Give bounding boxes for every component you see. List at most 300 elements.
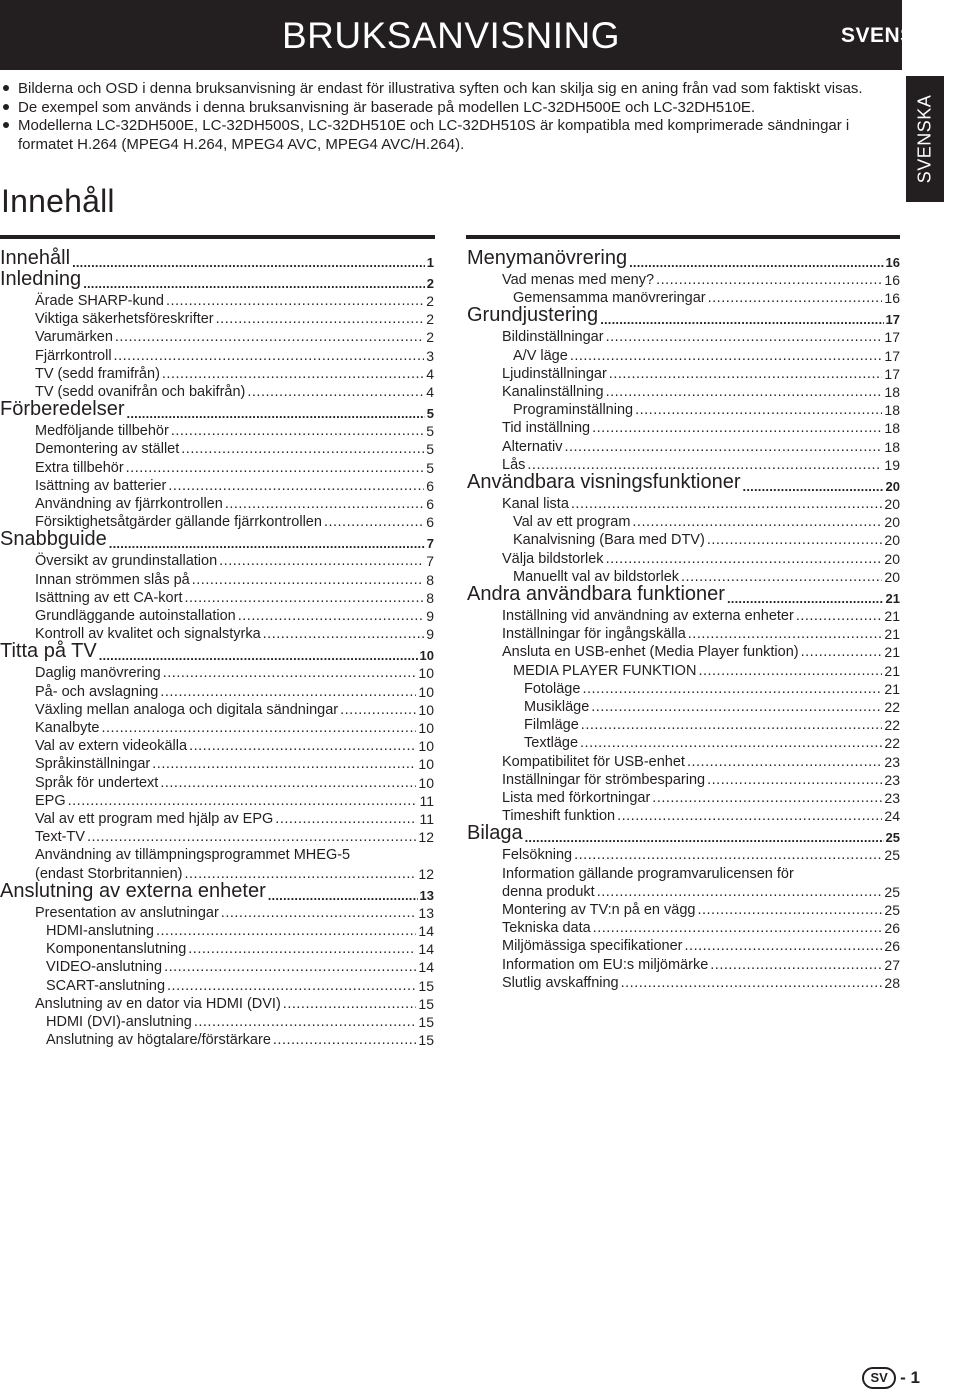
page-heading: Innehåll (1, 183, 115, 219)
toc-entry[interactable] (0, 665, 434, 681)
toc-leader-dots (685, 938, 883, 954)
toc-entry[interactable] (467, 938, 900, 954)
toc-entry[interactable] (467, 975, 900, 991)
toc-entry-label: Språkinställningar (35, 756, 151, 773)
toc-entry-label: Fjärrkontroll (35, 347, 112, 364)
toc-page-number: 15 (418, 1032, 434, 1049)
toc-entry[interactable] (0, 702, 434, 718)
toc-entry-label: Gemensamma manövreringar (513, 290, 706, 307)
toc-entry[interactable] (467, 348, 900, 364)
toc-entry-label: Musikläge (524, 699, 590, 715)
toc-entry-label: Kanalinställning (502, 384, 604, 400)
toc-entry-label: Kanal lista (502, 496, 569, 512)
toc-page-number: 26 (884, 938, 900, 955)
toc-page-number: 25 (884, 902, 900, 918)
toc-page-number: 2 (426, 293, 434, 309)
toc-entry-label: Bildinställningar (502, 329, 604, 346)
toc-entry-label: VIDEO-anslutning (46, 959, 163, 976)
toc-page-number: 20 (884, 550, 900, 567)
toc-leader-dots (219, 553, 424, 569)
toc-leader-dots (656, 272, 882, 288)
toc-leader-dots (83, 276, 425, 291)
toc-entry[interactable] (467, 735, 900, 751)
note-text: Modellerna LC-32DH500E, LC-32DH500S, LC-32DH510E och LC-32DH510S är kompatibla med komprimerade sändningar i formatet H.264 (MPEG4 H.264, MPEG4 AVC, MPEG4 AVC/H.264). (18, 117, 850, 153)
language-side-tab (906, 76, 944, 202)
toc-leader-dots (164, 959, 416, 975)
toc-entry[interactable] (0, 496, 434, 512)
toc-entry-label: Lista med förkortningar (502, 790, 651, 806)
toc-entry-label: Ärade SHARP-kund (35, 293, 164, 309)
toc-leader-dots (574, 847, 882, 863)
toc-entry[interactable] (467, 329, 900, 345)
toc-entry[interactable] (467, 790, 900, 806)
toc-page-number: 10 (419, 648, 434, 664)
toc-entry[interactable] (467, 699, 900, 715)
toc-entry-label: Förberedelser (0, 398, 125, 421)
toc-leader-dots (582, 681, 882, 697)
toc-entry-label: Användning av fjärrkontrollen (35, 496, 223, 512)
toc-page-number: 7 (426, 553, 434, 570)
toc-page-number: 24 (884, 808, 900, 825)
toc-entry-label: Tid inställning (502, 420, 591, 437)
toc-entry[interactable] (467, 884, 900, 900)
toc-page-number: 21 (884, 644, 900, 661)
toc-entry-label: Språk för undertext (35, 774, 159, 791)
toc-leader-dots (564, 439, 882, 455)
toc-entry[interactable] (0, 311, 434, 327)
toc-entry[interactable] (0, 329, 434, 345)
side-tab-label: SVENSKA (914, 94, 935, 184)
toc-page-number: 21 (884, 662, 900, 679)
toc-entry-label: Slutlig avskaffning (502, 974, 619, 991)
toc-page-number: 5 (426, 423, 434, 440)
toc-page-number: 20 (884, 532, 900, 549)
toc-page-number: 10 (418, 756, 434, 773)
toc-entry-label: Manuellt val av bildstorlek (513, 568, 680, 585)
toc-section-entry[interactable] (0, 247, 434, 270)
toc-entry-label: (endast Storbritannien) (35, 865, 183, 882)
toc-page-number: 10 (418, 665, 434, 682)
toc-entry[interactable] (467, 772, 900, 788)
toc-entry[interactable] (0, 720, 434, 736)
toc-entry-label: MEDIA PLAYER FUNKTION (513, 662, 697, 679)
page-number: - 1 (900, 1368, 920, 1387)
toc-entry-label: Grundläggande autoinstallation (35, 608, 236, 624)
toc-page-number: 2 (426, 276, 434, 291)
toc-section-entry[interactable] (467, 583, 900, 606)
toc-entry[interactable] (0, 959, 434, 975)
toc-section-entry[interactable] (0, 880, 434, 903)
toc-page-number: 18 (884, 402, 900, 419)
toc-page-number: 14 (418, 941, 434, 958)
toc-page-number: 17 (885, 312, 900, 328)
toc-entry[interactable] (0, 811, 434, 827)
toc-leader-dots (597, 884, 883, 900)
toc-entry-label: Val av ett program (513, 514, 631, 531)
toc-leader-dots (283, 996, 417, 1012)
toc-entry-label: Montering av TV:n på en vägg (502, 902, 696, 918)
toc-leader-dots (801, 644, 883, 660)
toc-leader-dots (600, 312, 883, 327)
toc-entry[interactable] (0, 775, 434, 791)
toc-leader-dots (275, 811, 417, 827)
toc-section-entry[interactable] (467, 247, 900, 270)
toc-leader-dots (115, 329, 424, 345)
toc-entry[interactable] (467, 366, 900, 382)
toc-entry[interactable] (467, 496, 900, 512)
toc-page-number: 18 (884, 384, 900, 400)
toc-entry[interactable] (467, 957, 900, 973)
toc-page-number: 18 (884, 420, 900, 437)
toc-leader-dots (796, 608, 883, 624)
toc-leader-dots (160, 684, 416, 700)
toc-page-number: 1 (426, 255, 434, 270)
toc-page-number: 21 (884, 626, 900, 643)
toc-entry[interactable] (467, 902, 900, 918)
toc-leader-dots (216, 311, 425, 327)
toc-leader-dots (160, 775, 416, 791)
toc-entry-label: Användbara visningsfunktioner (467, 471, 741, 493)
toc-entry-label: Isättning av batterier (35, 477, 167, 494)
toc-entry-label: Försiktighetsåtgärder gällande fjärrkontrollen (35, 514, 322, 531)
toc-page-number: 20 (884, 514, 900, 531)
toc-page-number: 9 (426, 626, 434, 643)
toc-entry-label: EPG (35, 792, 66, 809)
toc-leader-dots (188, 941, 416, 957)
toc-entry-label: Innan strömmen slås på (35, 571, 190, 588)
toc-page-number: 25 (885, 830, 900, 846)
toc-page-number: 19 (884, 456, 900, 473)
toc-leader-dots (273, 1032, 417, 1048)
toc-leader-dots (166, 293, 424, 309)
toc-entry[interactable] (0, 293, 434, 309)
toc-page-number: 4 (426, 365, 434, 382)
toc-page-number: 5 (426, 406, 434, 422)
toc-entry-label: Varumärken (35, 329, 113, 346)
toc-page-number: 12 (418, 829, 434, 846)
toc-entry-label: Anslutning av en dator via HDMI (DVI) (35, 995, 281, 1012)
toc-entry[interactable] (0, 756, 434, 772)
toc-leader-dots (652, 790, 882, 806)
toc-leader-dots (168, 478, 424, 494)
toc-entry[interactable] (467, 681, 900, 697)
toc-leader-dots (167, 978, 416, 994)
toc-leader-dots (163, 665, 417, 681)
toc-entry-label: Ljudinställningar (502, 365, 607, 382)
toc-entry-label: TV (sedd ovanifrån och bakifrån) (35, 384, 246, 400)
toc-entry[interactable] (0, 941, 434, 957)
toc-entry[interactable] (467, 551, 900, 567)
toc-entry-label: Välja bildstorlek (502, 550, 604, 567)
toc-entry-label: Val av extern videokälla (35, 738, 188, 755)
toc-page-number: 13 (419, 887, 434, 903)
toc-entry-label: denna produkt (502, 883, 595, 900)
toc-entry-label: Innehåll (0, 247, 71, 269)
toc-leader-dots (688, 626, 883, 642)
toc-entry-label: På- och avslagning (35, 683, 159, 700)
toc-page-number: 13 (418, 904, 434, 921)
toc-entry[interactable] (0, 460, 434, 476)
toc-leader-dots (743, 479, 884, 494)
toc-leader-dots (192, 572, 424, 588)
toc-entry[interactable] (467, 384, 900, 400)
toc-leader-dots (189, 738, 416, 754)
toc-page-number: 27 (884, 956, 900, 973)
toc-entry-label: Inledning (0, 268, 82, 290)
toc-entry-label: Snabbguide (0, 528, 107, 551)
toc-entry[interactable] (0, 478, 434, 494)
toc-entry[interactable] (0, 348, 434, 364)
toc-leader-dots (268, 888, 418, 903)
toc-leader-dots (238, 608, 424, 624)
toc-page-number: 20 (885, 479, 900, 494)
toc-page-number: 17 (884, 347, 900, 364)
toc-page-number: 23 (884, 753, 900, 770)
toc-entry-line[interactable]: Användning av tillämpningsprogrammet MHEG-5 (35, 847, 351, 864)
toc-section-entry[interactable] (0, 640, 434, 663)
document-title: BRUKSANVISNING (281, 15, 620, 56)
toc-page-number: 22 (884, 735, 900, 752)
toc-page-number: 10 (418, 683, 434, 700)
toc-page-number: 28 (884, 974, 900, 991)
toc-entry[interactable] (0, 423, 434, 439)
toc-entry-label: Miljömässiga specifikationer (502, 938, 683, 955)
toc-entry[interactable] (0, 590, 434, 606)
toc-entry-label: Isättning av ett CA-kort (35, 589, 183, 606)
toc-leader-dots (687, 754, 882, 770)
toc-page-number: 20 (884, 496, 900, 512)
toc-entry[interactable] (467, 608, 900, 624)
toc-leader-dots (593, 920, 883, 936)
toc-entry[interactable] (0, 572, 434, 588)
page-footer (862, 1367, 920, 1389)
toc-entry[interactable] (0, 793, 434, 809)
toc-page-number: 21 (884, 680, 900, 697)
toc-entry-label: SCART-anslutning (46, 977, 166, 994)
toc-entry-label: Text-TV (35, 829, 85, 846)
toc-entry-label: Tekniska data (502, 920, 591, 937)
toc-entry[interactable] (0, 996, 434, 1012)
toc-leader-dots (525, 830, 884, 845)
toc-page-number: 25 (884, 883, 900, 900)
toc-page-number: 21 (885, 591, 900, 606)
toc-entry-label: Medföljande tillbehör (35, 423, 169, 440)
toc-leader-dots (171, 423, 424, 439)
toc-entry[interactable] (467, 439, 900, 455)
toc-leader-dots (99, 648, 418, 663)
toc-entry-label: HDMI (DVI)-anslutning (46, 1014, 192, 1030)
toc-leader-dots (710, 957, 882, 973)
note-text: De exempel som används i denna bruksanvisning är baserade på modellen LC-32DH500E och LC-32DH510E. (18, 98, 756, 116)
toc-section-entry[interactable] (467, 471, 900, 494)
toc-leader-dots (591, 699, 882, 715)
toc-entry-label: Grundjustering (467, 304, 599, 327)
toc-entry[interactable] (0, 608, 434, 624)
toc-entry-label: Översikt av grundinstallation (35, 553, 218, 570)
toc-page-number: 16 (884, 272, 900, 288)
toc-page-number: 9 (426, 608, 434, 624)
toc-entry-label: Komponentanslutning (46, 941, 187, 958)
toc-leader-dots (606, 329, 883, 345)
toc-entry[interactable] (467, 663, 900, 679)
toc-page-number: 8 (426, 589, 434, 606)
toc-leader-dots (581, 717, 883, 733)
toc-page-number: 10 (418, 774, 434, 791)
toc-leader-dots (571, 496, 883, 512)
toc-page-number: 22 (884, 717, 900, 734)
toc-entry[interactable] (0, 684, 434, 700)
toc-page-number: 8 (426, 571, 434, 588)
toc-page-number: 15 (418, 977, 434, 994)
toc-entry-label: Programinställning (513, 402, 634, 419)
toc-leader-dots (181, 441, 424, 457)
toc-page-number: 21 (884, 608, 900, 624)
toc-entry-label: Information om EU:s miljömärke (502, 956, 709, 973)
toc-leader-dots (727, 591, 884, 606)
toc-section-entry[interactable] (467, 822, 900, 845)
toc-entry-label: Kontroll av kvalitet och signalstyrka (35, 626, 261, 643)
toc-entry-label: Vad menas med meny? (502, 272, 655, 288)
toc-leader-dots (580, 735, 882, 751)
toc-leader-dots (621, 975, 883, 991)
toc-entry-label: Titta på TV (0, 640, 97, 663)
toc-leader-dots (156, 923, 416, 939)
toc-entry[interactable] (0, 1014, 434, 1030)
toc-entry[interactable] (467, 532, 900, 548)
toc-entry[interactable] (0, 923, 434, 939)
toc-entry-label: Timeshift funktion (502, 808, 616, 825)
toc-section-entry[interactable] (0, 528, 434, 551)
toc-page-number: 20 (884, 568, 900, 585)
toc-page-number: 2 (426, 311, 434, 328)
toc-entry-label: Anslutning av externa enheter (0, 879, 266, 902)
toc-page-number: 6 (426, 477, 434, 494)
toc-leader-dots (194, 1014, 417, 1030)
toc-leader-dots (609, 366, 883, 382)
toc-entry-label: HDMI-anslutning (46, 923, 154, 939)
toc-page-number: 17 (884, 365, 900, 382)
toc-entry[interactable] (0, 553, 434, 569)
toc-leader-dots (162, 366, 424, 382)
toc-section-entry[interactable] (0, 268, 434, 291)
toc-entry[interactable] (467, 920, 900, 936)
toc-entry[interactable] (0, 366, 434, 382)
toc-leader-dots (707, 772, 882, 788)
toc-entry[interactable] (0, 441, 434, 457)
toc-page-number: 6 (426, 514, 434, 531)
toc-entry[interactable] (0, 1032, 434, 1048)
toc-entry[interactable] (0, 978, 434, 994)
toc-entry-line[interactable]: Information gällande programvarulicensen för (502, 865, 794, 882)
toc-leader-dots (697, 902, 882, 918)
toc-page-number: 16 (885, 255, 900, 270)
toc-entry[interactable] (467, 272, 900, 288)
toc-leader-dots (632, 514, 882, 530)
toc-page-number: 10 (418, 720, 434, 736)
toc-page-number: 10 (418, 738, 434, 755)
toc-page-number: 23 (884, 790, 900, 806)
toc-entry-label: Viktiga säkerhetsföreskrifter (35, 311, 214, 328)
toc-entry-label: Alternativ (502, 438, 563, 455)
note-text: Bilderna och OSD i denna bruksanvisning är endast för illustrativa syften och kan skilja sig en aning från vad som faktiskt visas. (18, 80, 863, 97)
toc-entry-label: Menymanövrering (467, 247, 628, 269)
toc-page-number: 3 (426, 347, 434, 364)
toc-leader-dots (126, 460, 425, 476)
toc-entry-label: Kanalvisning (Bara med DTV) (513, 532, 705, 549)
toc-page-number: 18 (884, 438, 900, 455)
toc-entry[interactable] (467, 626, 900, 642)
toc-leader-dots (606, 551, 883, 567)
toc-entry[interactable] (467, 402, 900, 418)
toc-entry[interactable] (0, 738, 434, 754)
toc-left-column (0, 0, 434, 1100)
toc-page-number: 11 (419, 811, 434, 827)
toc-entry-label: Bilaga (467, 822, 523, 845)
toc-leader-dots (127, 406, 425, 421)
toc-entry-label: Ansluta en USB-enhet (Media Player funktion) (502, 644, 799, 661)
toc-page-number: 16 (884, 290, 900, 307)
toc-entry-label: Presentation av anslutningar (35, 904, 219, 921)
toc-page-number: 10 (418, 701, 434, 718)
toc-page-number: 17 (884, 329, 900, 346)
toc-section-entry[interactable] (0, 398, 434, 421)
toc-leader-dots (68, 793, 418, 809)
language-badge: SV (862, 1367, 896, 1389)
toc-page-number: 4 (426, 384, 434, 400)
toc-page-number: 11 (419, 792, 434, 809)
toc-entry-label: Textläge (524, 735, 579, 752)
toc-leader-dots (87, 829, 416, 845)
toc-leader-dots (225, 496, 424, 512)
toc-entry[interactable] (467, 847, 900, 863)
toc-entry[interactable] (0, 829, 434, 845)
toc-entry[interactable] (467, 717, 900, 733)
toc-page-number: 6 (426, 496, 434, 512)
toc-page-number: 14 (418, 923, 434, 939)
toc-leader-dots (340, 702, 416, 718)
toc-page-number: 15 (418, 995, 434, 1012)
toc-leader-dots (109, 536, 425, 551)
toc-entry-label: Filmläge (524, 717, 579, 734)
toc-page-number: 2 (426, 329, 434, 346)
toc-leader-dots (707, 532, 883, 548)
toc-leader-dots (698, 663, 882, 679)
toc-page-number: 5 (426, 459, 434, 476)
toc-entry[interactable] (467, 420, 900, 436)
toc-entry[interactable] (467, 514, 900, 530)
toc-entry-label: Anslutning av högtalare/förstärkare (46, 1032, 271, 1049)
toc-page-number: 12 (418, 865, 434, 882)
toc-entry-label: Extra tillbehör (35, 459, 124, 476)
toc-leader-dots (184, 590, 424, 606)
toc-entry-label: Inställningar för ingångskälla (502, 626, 686, 643)
toc-entry-label: Växling mellan analoga och digitala sändningar (35, 701, 339, 718)
header-language: SVENSKA (840, 24, 946, 47)
toc-entry-label: Lås (502, 456, 526, 473)
toc-entry-label: Inställningar för strömbesparing (502, 771, 706, 788)
toc-entry-label: TV (sedd framifrån) (35, 365, 160, 382)
toc-page-number: 22 (884, 699, 900, 715)
toc-entry-label: Daglig manövrering (35, 665, 161, 682)
toc-section-entry[interactable] (467, 304, 900, 327)
toc-entry[interactable] (467, 644, 900, 660)
toc-leader-dots (221, 905, 417, 921)
toc-entry[interactable] (0, 905, 434, 921)
toc-entry[interactable] (467, 754, 900, 770)
toc-entry-label: Kompatibilitet för USB-enhet (502, 753, 685, 770)
toc-page-number: 23 (884, 771, 900, 788)
toc-entry-label: Demontering av stället (35, 441, 180, 458)
